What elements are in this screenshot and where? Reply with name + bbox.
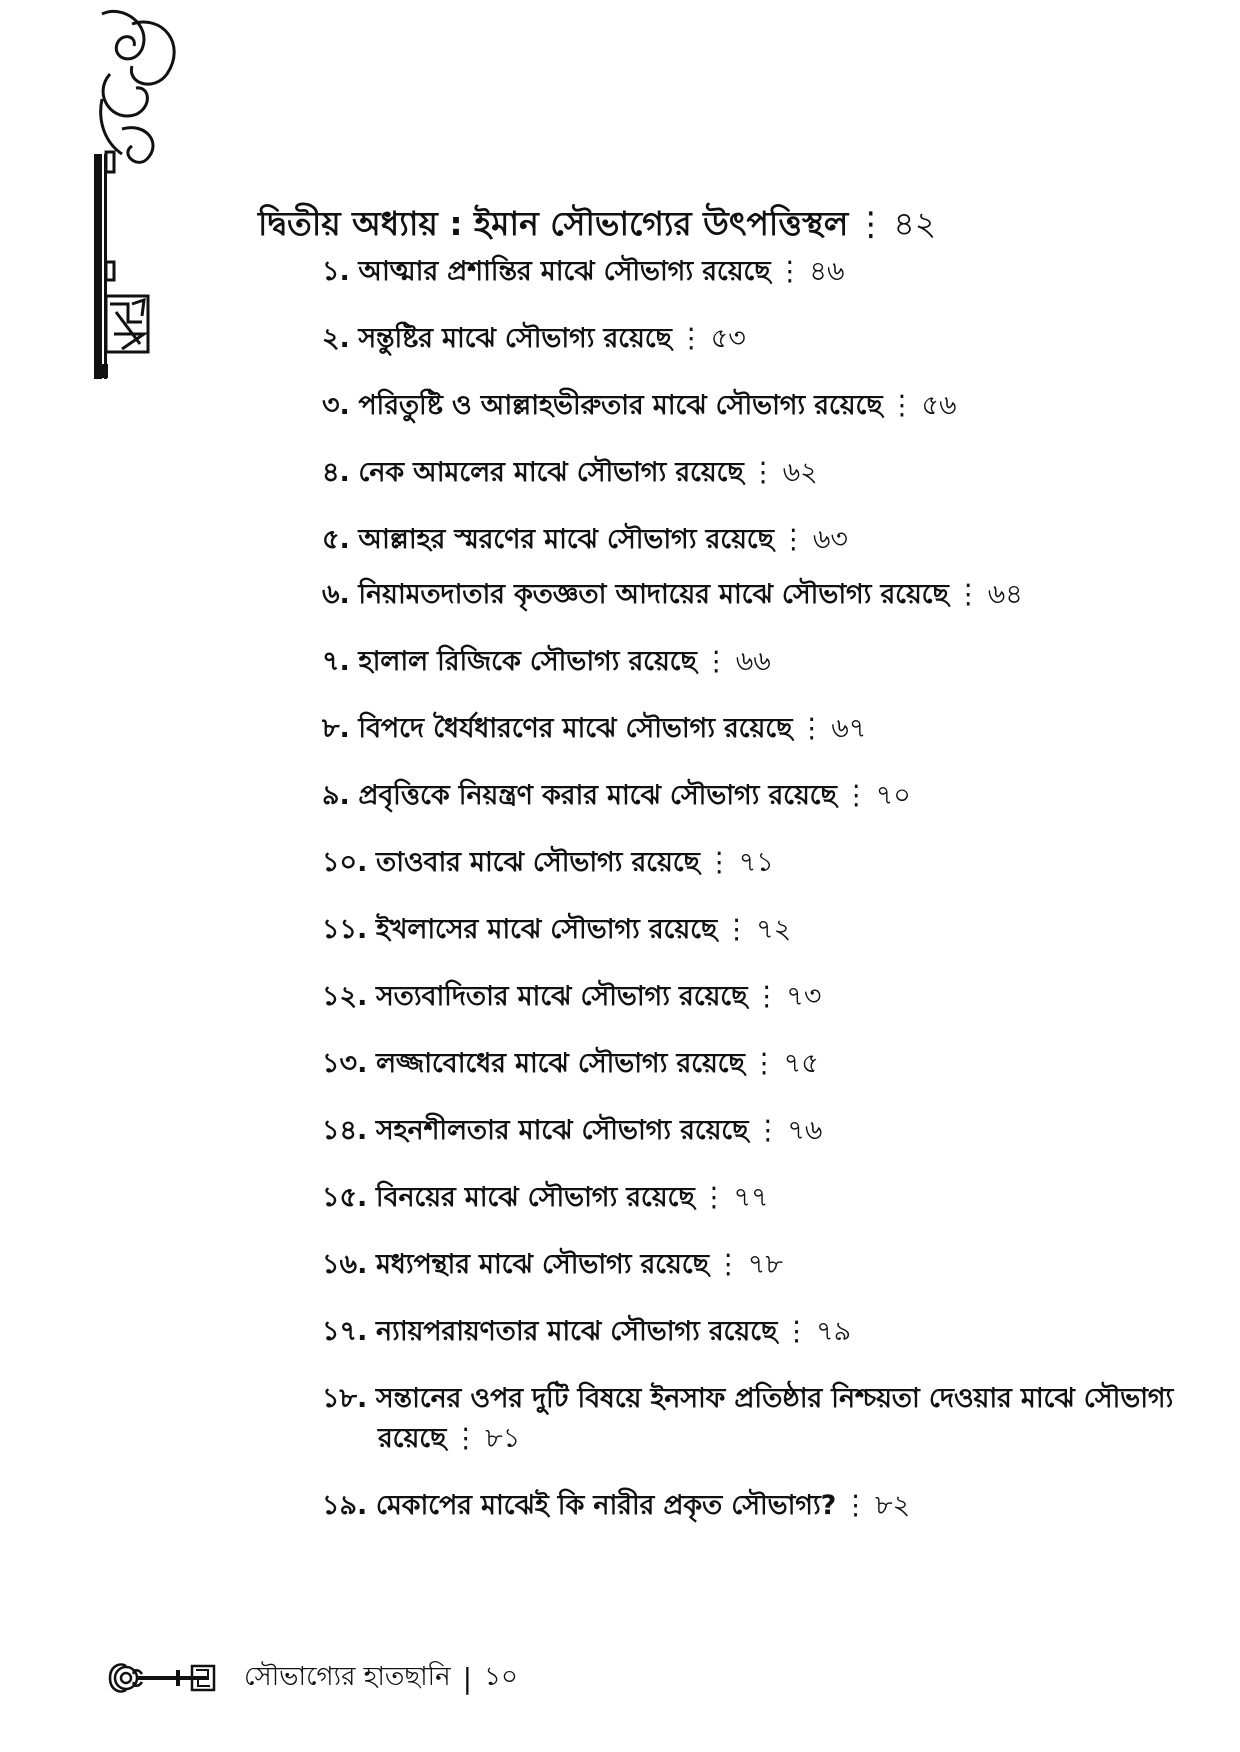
page-separator: ⋮ (954, 579, 982, 610)
entry-number: ১. (322, 256, 350, 287)
page-separator: ⋮ (783, 1316, 811, 1347)
page-separator: ⋮ (842, 780, 870, 811)
entry-title: বিনয়ের মাঝে সৌভাগ্য রয়েছে (375, 1182, 695, 1213)
entry-number: ১৯. (322, 1490, 368, 1521)
entry-number: ৩. (322, 390, 350, 421)
entry-page-number: ৭৬ (787, 1115, 823, 1146)
entry-number: ৭. (322, 646, 350, 677)
page-separator: ⋮ (753, 981, 781, 1012)
entry-number: ১১. (322, 914, 368, 945)
chapter-heading[interactable] (258, 202, 1158, 246)
page-separator: ⋮ (700, 1182, 728, 1213)
toc-entry[interactable] (322, 1111, 1218, 1151)
page-number: ১০ (484, 1662, 518, 1692)
entry-number: ৯. (322, 780, 350, 811)
entry-title: পরিতুষ্টি ও আল্লাহভীরুতার মাঝে সৌভাগ্য রয়েছে (358, 390, 883, 421)
book-title: সৌভাগ্যের হাতছানি (244, 1662, 451, 1692)
entry-title: সন্তুষ্টির মাঝে সৌভাগ্য রয়েছে (358, 323, 672, 354)
page-footer (104, 1658, 518, 1698)
entry-number: ১৮. (322, 1383, 368, 1414)
entry-page-number: ৮১ (485, 1423, 521, 1454)
page-separator: ⋮ (705, 847, 733, 878)
entry-page-number: ৬৭ (831, 713, 867, 744)
toc-entry[interactable] (322, 910, 1218, 950)
entry-page-number: ৬২ (782, 457, 818, 488)
toc-entry[interactable] (322, 776, 1218, 816)
entry-title: ইখলাসের মাঝে সৌভাগ্য রয়েছে (375, 914, 718, 945)
toc-entry[interactable] (322, 1178, 1218, 1218)
toc-entry[interactable] (322, 709, 1218, 749)
entry-page-number: ৭৫ (783, 1048, 819, 1079)
entry-page-number: ৮২ (875, 1490, 911, 1521)
entry-title: ন্যায়পরায়ণতার মাঝে সৌভাগ্য রয়েছে (375, 1316, 778, 1347)
entry-number: ১৩. (322, 1048, 368, 1079)
page-separator: ⋮ (452, 1423, 480, 1454)
entry-number: ৮. (322, 713, 350, 744)
entry-page-number: ৬৩ (812, 524, 848, 555)
entry-number: ১০. (322, 847, 368, 878)
chapter-title: দ্বিতীয় অধ্যায় : ইমান সৌভাগ্যের উৎপত্তিস্থল (258, 204, 849, 243)
page-separator: ⋮ (702, 646, 730, 677)
toc-entry[interactable] (322, 319, 1218, 359)
toc-entry[interactable] (322, 1044, 1218, 1084)
entry-number: ৬. (322, 579, 350, 610)
entry-title: মেকাপের মাঝেই কি নারীর প্রকৃত সৌভাগ্য? (375, 1490, 837, 1521)
toc-entry[interactable] (322, 977, 1218, 1017)
page-separator: ⋮ (854, 204, 888, 243)
entry-title: নেক আমলের মাঝে সৌভাগ্য রয়েছে (358, 457, 744, 488)
entry-title: তাওবার মাঝে সৌভাগ্য রয়েছে (375, 847, 700, 878)
page-separator: ⋮ (798, 713, 826, 744)
entry-page-number: ৭৮ (747, 1249, 783, 1280)
entry-page-number: ৭৩ (786, 981, 822, 1012)
page-separator: ⋮ (754, 1115, 782, 1146)
entry-page-number: ৭২ (756, 914, 792, 945)
entry-number: ৪. (322, 457, 350, 488)
toc-entry[interactable] (322, 1245, 1218, 1285)
toc-entry[interactable] (322, 843, 1218, 883)
ornate-key-icon (92, 4, 192, 424)
entry-title: সহনশীলতার মাঝে সৌভাগ্য রয়েছে (375, 1115, 749, 1146)
entry-page-number: ৬৬ (735, 646, 771, 677)
toc-entry-list (258, 252, 1174, 1526)
footer-divider: | (462, 1661, 473, 1695)
page-separator: ⋮ (842, 1490, 870, 1521)
entry-title: প্রবৃত্তিকে নিয়ন্ত্রণ করার মাঝে সৌভাগ্য রয়েছে (358, 780, 837, 811)
entry-number: ২. (322, 323, 350, 354)
entry-page-number: ৭৭ (733, 1182, 769, 1213)
page-separator: ⋮ (677, 323, 705, 354)
entry-number: ৫. (322, 524, 350, 555)
entry-page-number: ৭১ (738, 847, 774, 878)
entry-number: ১৫. (322, 1182, 368, 1213)
entry-page-number: ৫৬ (921, 390, 957, 421)
toc-entry[interactable] (322, 1379, 1218, 1459)
entry-title: বিপদে ধৈর্যধারণের মাঝে সৌভাগ্য রয়েছে (358, 713, 793, 744)
entry-title: হালাল রিজিকে সৌভাগ্য রয়েছে (358, 646, 697, 677)
entry-title: সন্তানের ওপর দুটি বিষয়ে ইনসাফ প্রতিষ্ঠার নিশ্চয়তা দেওয়ার মাঝে সৌভাগ্য রয়েছে (375, 1383, 1174, 1454)
entry-title: লজ্জাবোধের মাঝে সৌভাগ্য রয়েছে (375, 1048, 745, 1079)
toc-entry[interactable] (322, 1312, 1218, 1352)
page-separator: ⋮ (714, 1249, 742, 1280)
page-separator: ⋮ (779, 524, 807, 555)
entry-number: ১২. (322, 981, 368, 1012)
toc-entry[interactable] (322, 520, 1218, 560)
toc-entry[interactable] (322, 453, 1218, 493)
page-separator: ⋮ (750, 1048, 778, 1079)
page-separator: ⋮ (723, 914, 751, 945)
page-separator: ⋮ (776, 256, 804, 287)
key-ornament-icon (104, 1658, 234, 1698)
toc-entry[interactable] (322, 642, 1218, 682)
toc-entry[interactable] (322, 1486, 1218, 1526)
entry-number: ১৬. (322, 1249, 368, 1280)
toc-entry[interactable] (322, 252, 1218, 292)
entry-title: সত্যবাদিতার মাঝে সৌভাগ্য রয়েছে (375, 981, 748, 1012)
entry-title: আত্মার প্রশান্তির মাঝে সৌভাগ্য রয়েছে (358, 256, 771, 287)
entry-title: নিয়ামতদাতার কৃতজ্ঞতা আদায়ের মাঝে সৌভাগ্য রয়েছে (358, 579, 949, 610)
entry-page-number: ৭৯ (816, 1316, 852, 1347)
entry-page-number: ৪৬ (809, 256, 845, 287)
page-separator: ⋮ (888, 390, 916, 421)
table-of-contents (258, 202, 1174, 1553)
toc-entry[interactable] (322, 386, 1218, 426)
entry-page-number: ৬৪ (987, 579, 1023, 610)
page-separator: ⋮ (749, 457, 777, 488)
entry-title: মধ্যপন্থার মাঝে সৌভাগ্য রয়েছে (375, 1249, 709, 1280)
entry-number: ১৭. (322, 1316, 368, 1347)
toc-entry[interactable] (322, 575, 1218, 615)
entry-page-number: ৭০ (875, 780, 911, 811)
entry-page-number: ৫৩ (710, 323, 746, 354)
chapter-page-number: ৪২ (893, 204, 937, 243)
entry-title: আল্লাহর স্মরণের মাঝে সৌভাগ্য রয়েছে (358, 524, 774, 555)
entry-number: ১৪. (322, 1115, 368, 1146)
